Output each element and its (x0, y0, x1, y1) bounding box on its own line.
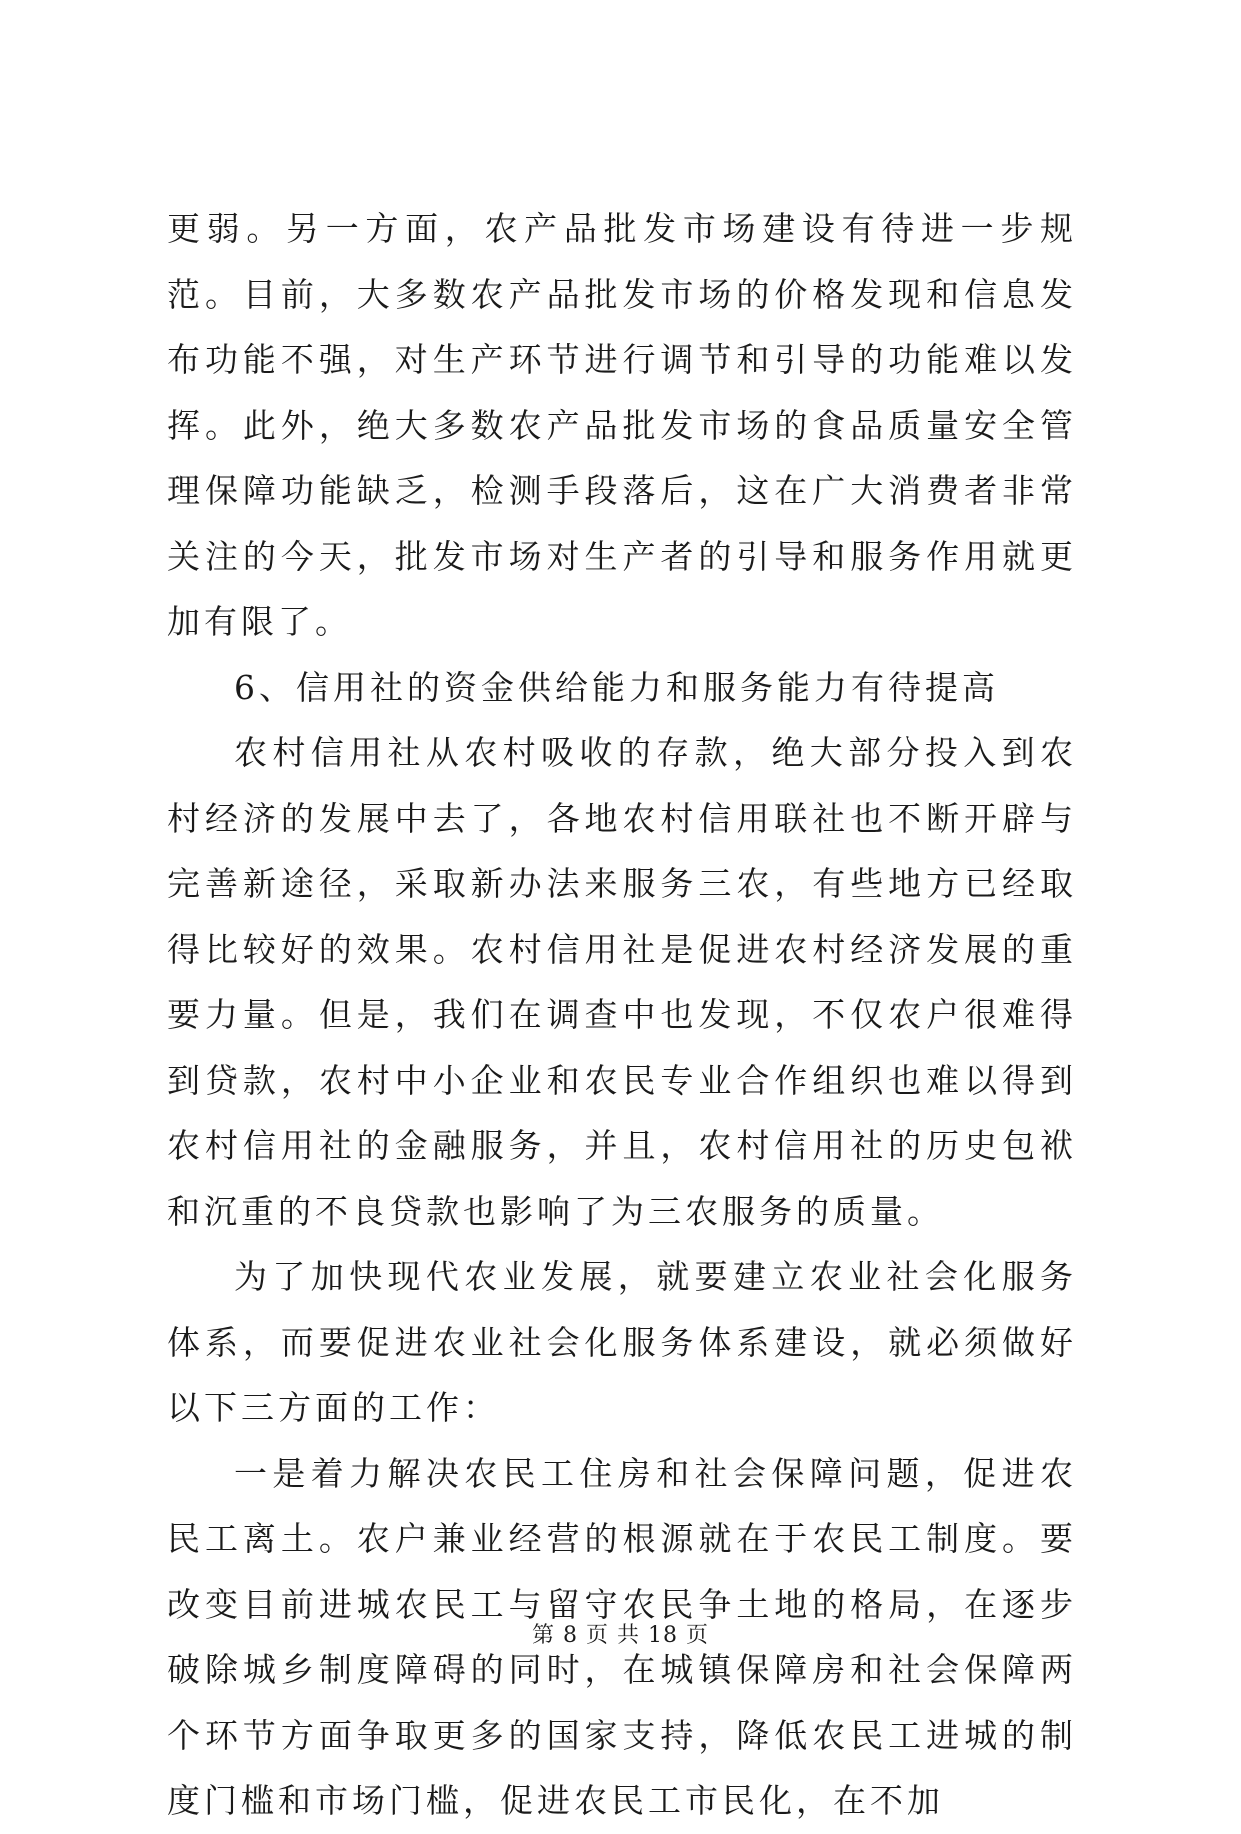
document-body (167, 196, 1077, 1834)
section-heading-credit-cooperatives: 6、信用社的资金供给能力和服务能力有待提高 (234, 667, 999, 707)
paragraph-credit-cooperatives: 农村信用社从农村吸收的存款，绝大部分投入到农村经济的发展中去了，各地农村信用联社也不断开辟与完善新途径，采取新办法来服务三农，有些地方已经取得比较好的效果。农村信用社是促进农村经济发展的重要力量。但是，我们在调查中也发现，不仅农户很难得到贷款，农村中小企业和农民专业合作组织也难以得到农村信用社的金融服务，并且，农村信用社的历史包袱和沉重的不良贷款也影响了为三农服务的质量。 (167, 733, 1077, 1231)
page-number-footer: 第 8 页 共 18 页 (532, 1623, 709, 1648)
paragraph-continued: 更弱。另一方面，农产品批发市场建设有待进一步规范。目前，大多数农产品批发市场的价格发现和信息发布功能不强，对生产环节进行调节和引导的功能难以发挥。此外，绝大多数农产品批发市场的食品质量安全管理保障功能缺乏，检测手段落后，这在广大消费者非常关注的今天，批发市场对生产者的引导和服务作用就更加有限了。 (167, 209, 1077, 641)
paragraph-migrant-workers: 一是着力解决农民工住房和社会保障问题，促进农民工离土。农户兼业经营的根源就在于农民工制度。要改变目前进城农民工与留守农民争土地的格局，在逐步破除城乡制度障碍的同时，在城镇保障房和社会保障两个环节方面争取更多的国家支持，降低农民工进城的制度门槛和市场门槛，促进农民工市民化，在不加 (167, 1453, 1077, 1820)
paragraph-service-system: 为了加快现代农业发展，就要建立农业社会化服务体系，而要促进农业社会化服务体系建设，就必须做好以下三方面的工作： (167, 1257, 1077, 1427)
